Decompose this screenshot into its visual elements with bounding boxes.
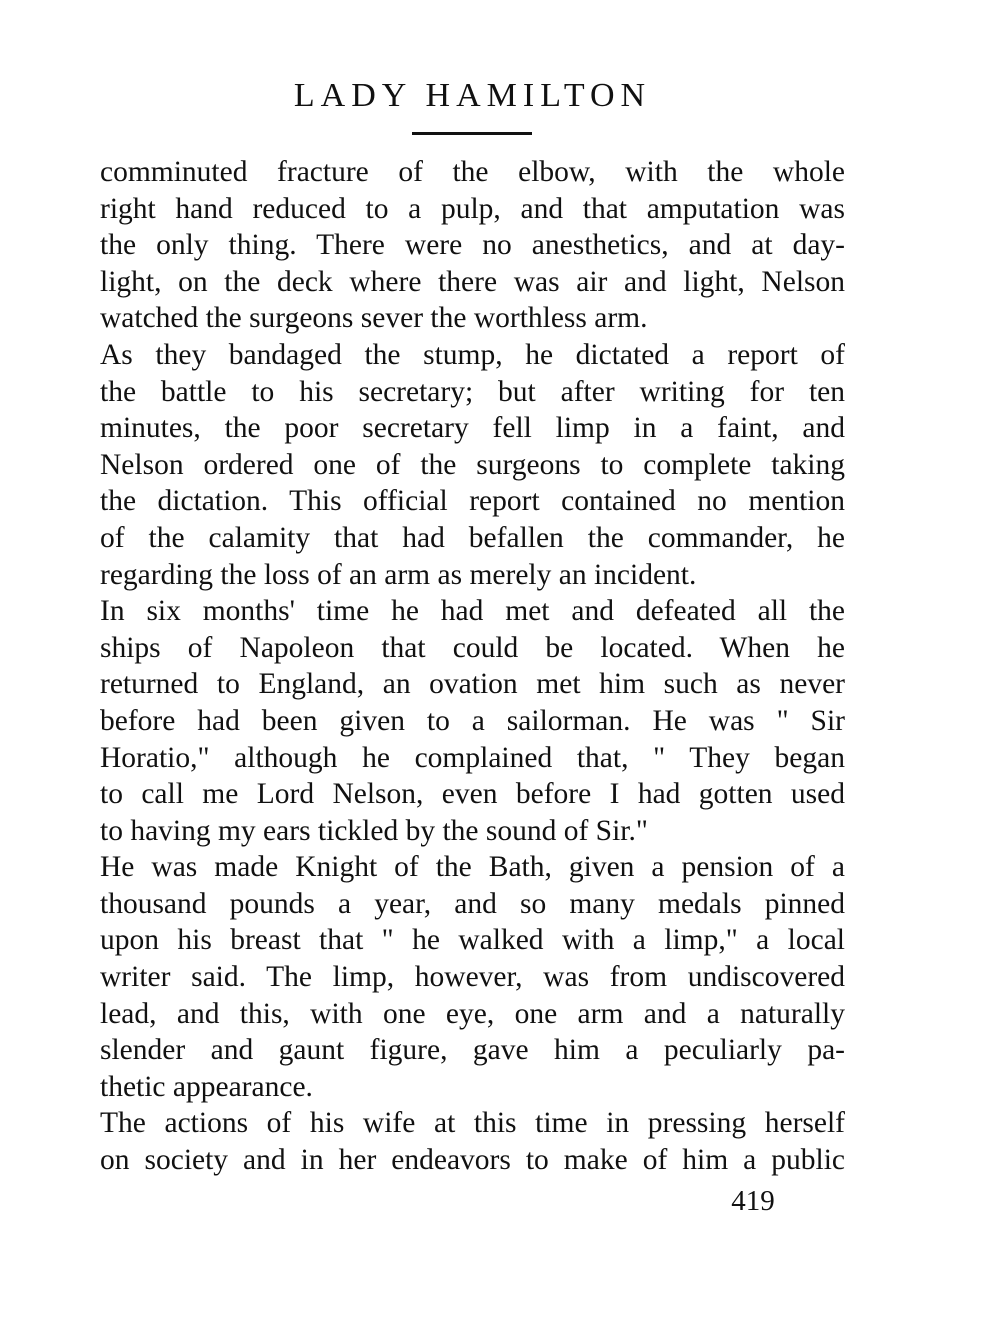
- text-line: to having my ears tickled by the sound of Sir.": [100, 814, 648, 847]
- text-line: In six months' time he had met and defeated all the: [100, 595, 845, 628]
- text-line: minutes, the poor secretary fell limp in a faint, and: [100, 412, 845, 445]
- text-line: He was made Knight of the Bath, given a pension of a: [100, 851, 845, 884]
- text-line: light, on the deck where there was air and light, Nelson: [100, 265, 845, 298]
- text-line: the battle to his secretary; but after writing for ten: [100, 375, 845, 408]
- text-line: to call me Lord Nelson, even before I had gotten used: [100, 778, 845, 811]
- text-line: Horatio," although he complained that, " They began: [100, 741, 845, 774]
- text-line: thousand pounds a year, and so many medals pinned: [100, 887, 845, 920]
- text-line: of the calamity that had befallen the commander, he: [100, 521, 845, 554]
- header-rule: [412, 132, 532, 135]
- text-line: regarding the loss of an arm as merely an incident.: [100, 558, 697, 591]
- text-line: before had been given to a sailorman. He was " Sir: [100, 704, 845, 737]
- text-line: the dictation. This official report contained no mention: [100, 485, 845, 518]
- running-head-title: LADY HAMILTON: [293, 77, 652, 114]
- text-line: slender and gaunt figure, gave him a peculiarly pa-: [100, 1034, 845, 1067]
- text-line: right hand reduced to a pulp, and that amputation was: [100, 192, 845, 225]
- text-line: The actions of his wife at this time in pressing herself: [100, 1107, 845, 1140]
- text-line: the only thing. There were no anesthetics, and at day-: [100, 229, 845, 262]
- text-line: lead, and this, with one eye, one arm and a naturally: [100, 997, 845, 1030]
- page-number: 419: [731, 1185, 775, 1217]
- text-line: thetic appearance.: [100, 1070, 313, 1103]
- text-line: upon his breast that " he walked with a limp," a local: [100, 924, 845, 957]
- text-line: comminuted fracture of the elbow, with the whole: [100, 156, 845, 188]
- text-line: Nelson ordered one of the surgeons to complete taking: [100, 448, 845, 481]
- text-line: watched the surgeons sever the worthless arm.: [100, 302, 648, 335]
- text-line: As they bandaged the stump, he dictated a report of: [100, 338, 845, 371]
- text-line: returned to England, an ovation met him such as never: [100, 668, 845, 701]
- text-line: writer said. The limp, however, was from undiscovered: [100, 961, 845, 994]
- text-line: ships of Napoleon that could be located. When he: [100, 631, 845, 664]
- body-text: [100, 154, 845, 1179]
- text-line: on society and in her endeavors to make of him a public: [100, 1144, 845, 1177]
